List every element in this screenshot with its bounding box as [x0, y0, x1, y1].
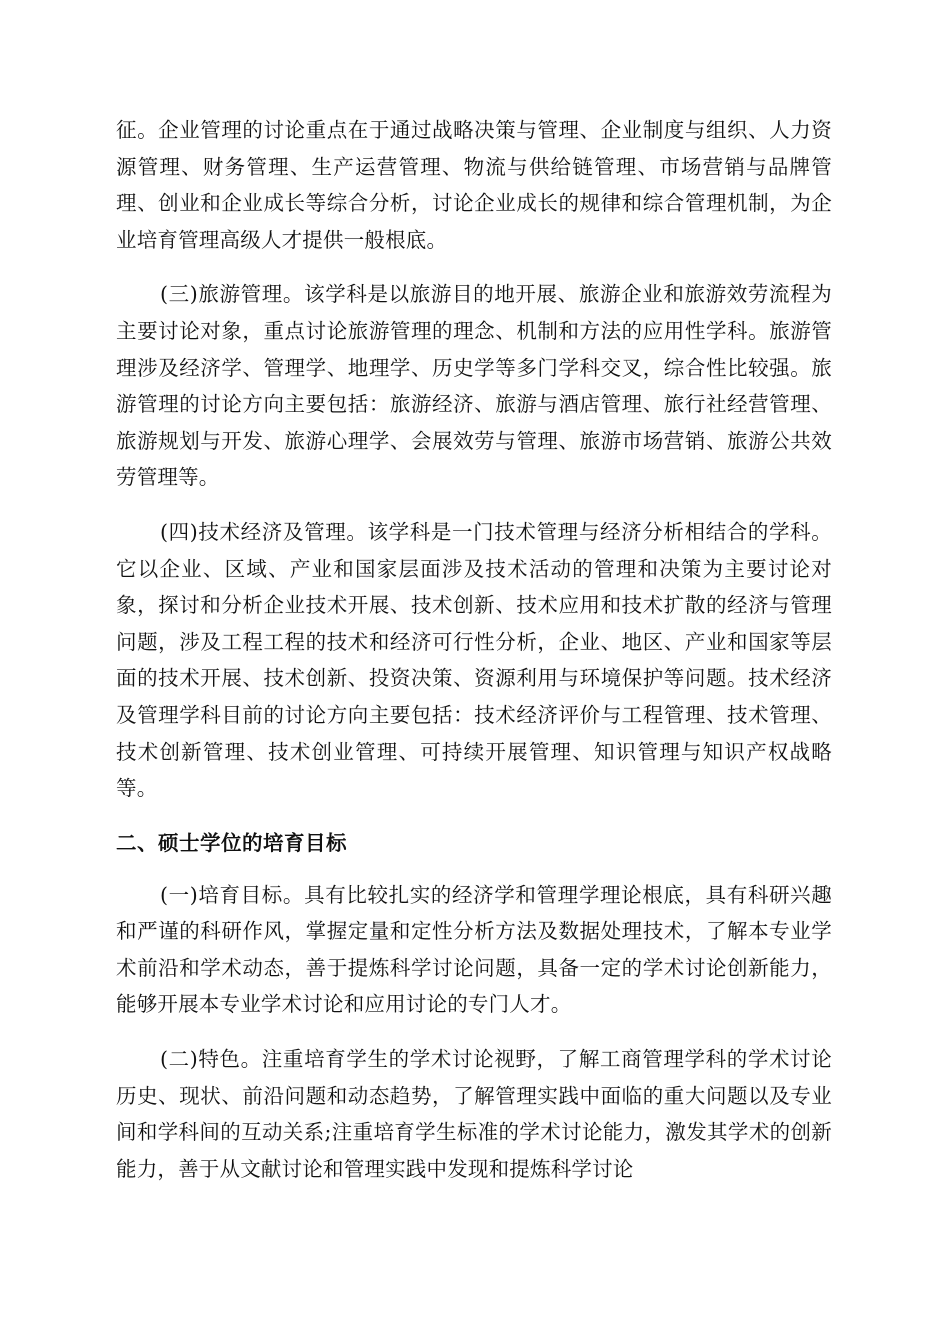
paragraph-enterprise-management: 征。企业管理的讨论重点在于通过战略决策与管理、企业制度与组织、人力资源管理、财务管理、生产运营管理、物流与供给链管理、市场营销与品牌管理、创业和企业成长等综合分析，讨论企业成长的规律和综合管理机制，为企业培育管理高级人才提供一般根底。: [116, 118, 832, 252]
paragraph-tourism-management: (三)旅游管理。该学科是以旅游目的地开展、旅游企业和旅游效劳流程为主要讨论对象，重点讨论旅游管理的理念、机制和方法的应用性学科。旅游管理涉及经济学、管理学、地理学、历史学等多门学科交叉，综合性比较强。旅游管理的讨论方向主要包括：旅游经济、旅游与酒店管理、旅行社经营管理、旅游规划与开发、旅游心理学、会展效劳与管理、旅游市场营销、旅游公共效劳管理等。: [116, 282, 832, 490]
section-heading: 二、硕士学位的培育目标: [116, 830, 347, 855]
document-body: [116, 112, 832, 1205]
paragraph-features: (二)特色。注重培育学生的学术讨论视野，了解工商管理学科的学术讨论历史、现状、前沿问题和动态趋势，了解管理实践中面临的重大问题以及专业间和学科间的互动关系;注重培育学生标准的学术讨论能力，激发其学术的创新能力，善于从文献讨论和管理实践中发现和提炼科学讨论: [116, 1047, 832, 1181]
paragraph-technology-economics: (四)技术经济及管理。该学科是一门技术管理与经济分析相结合的学科。它以企业、区域、产业和国家层面涉及技术活动的管理和决策为主要讨论对象，探讨和分析企业技术开展、技术创新、技术应用和技术扩散的经济与管理问题，涉及工程工程的技术和经济可行性分析，企业、地区、产业和国家等层面的技术开展、技术创新、投资决策、资源利用与环境保护等问题。技术经济及管理学科目前的讨论方向主要包括：技术经济评价与工程管理、技术管理、技术创新管理、技术创业管理、可持续开展管理、知识管理与知识产权战略等。: [116, 519, 832, 801]
paragraph-training-goal: (一)培育目标。具有比较扎实的经济学和管理学理论根底，具有科研兴趣和严谨的科研作风，掌握定量和定性分析方法及数据处理技术，了解本专业学术前沿和学术动态，善于提炼科学讨论问题，具备一定的学术讨论创新能力，能够开展本专业学术讨论和应用讨论的专门人才。: [116, 882, 832, 1017]
